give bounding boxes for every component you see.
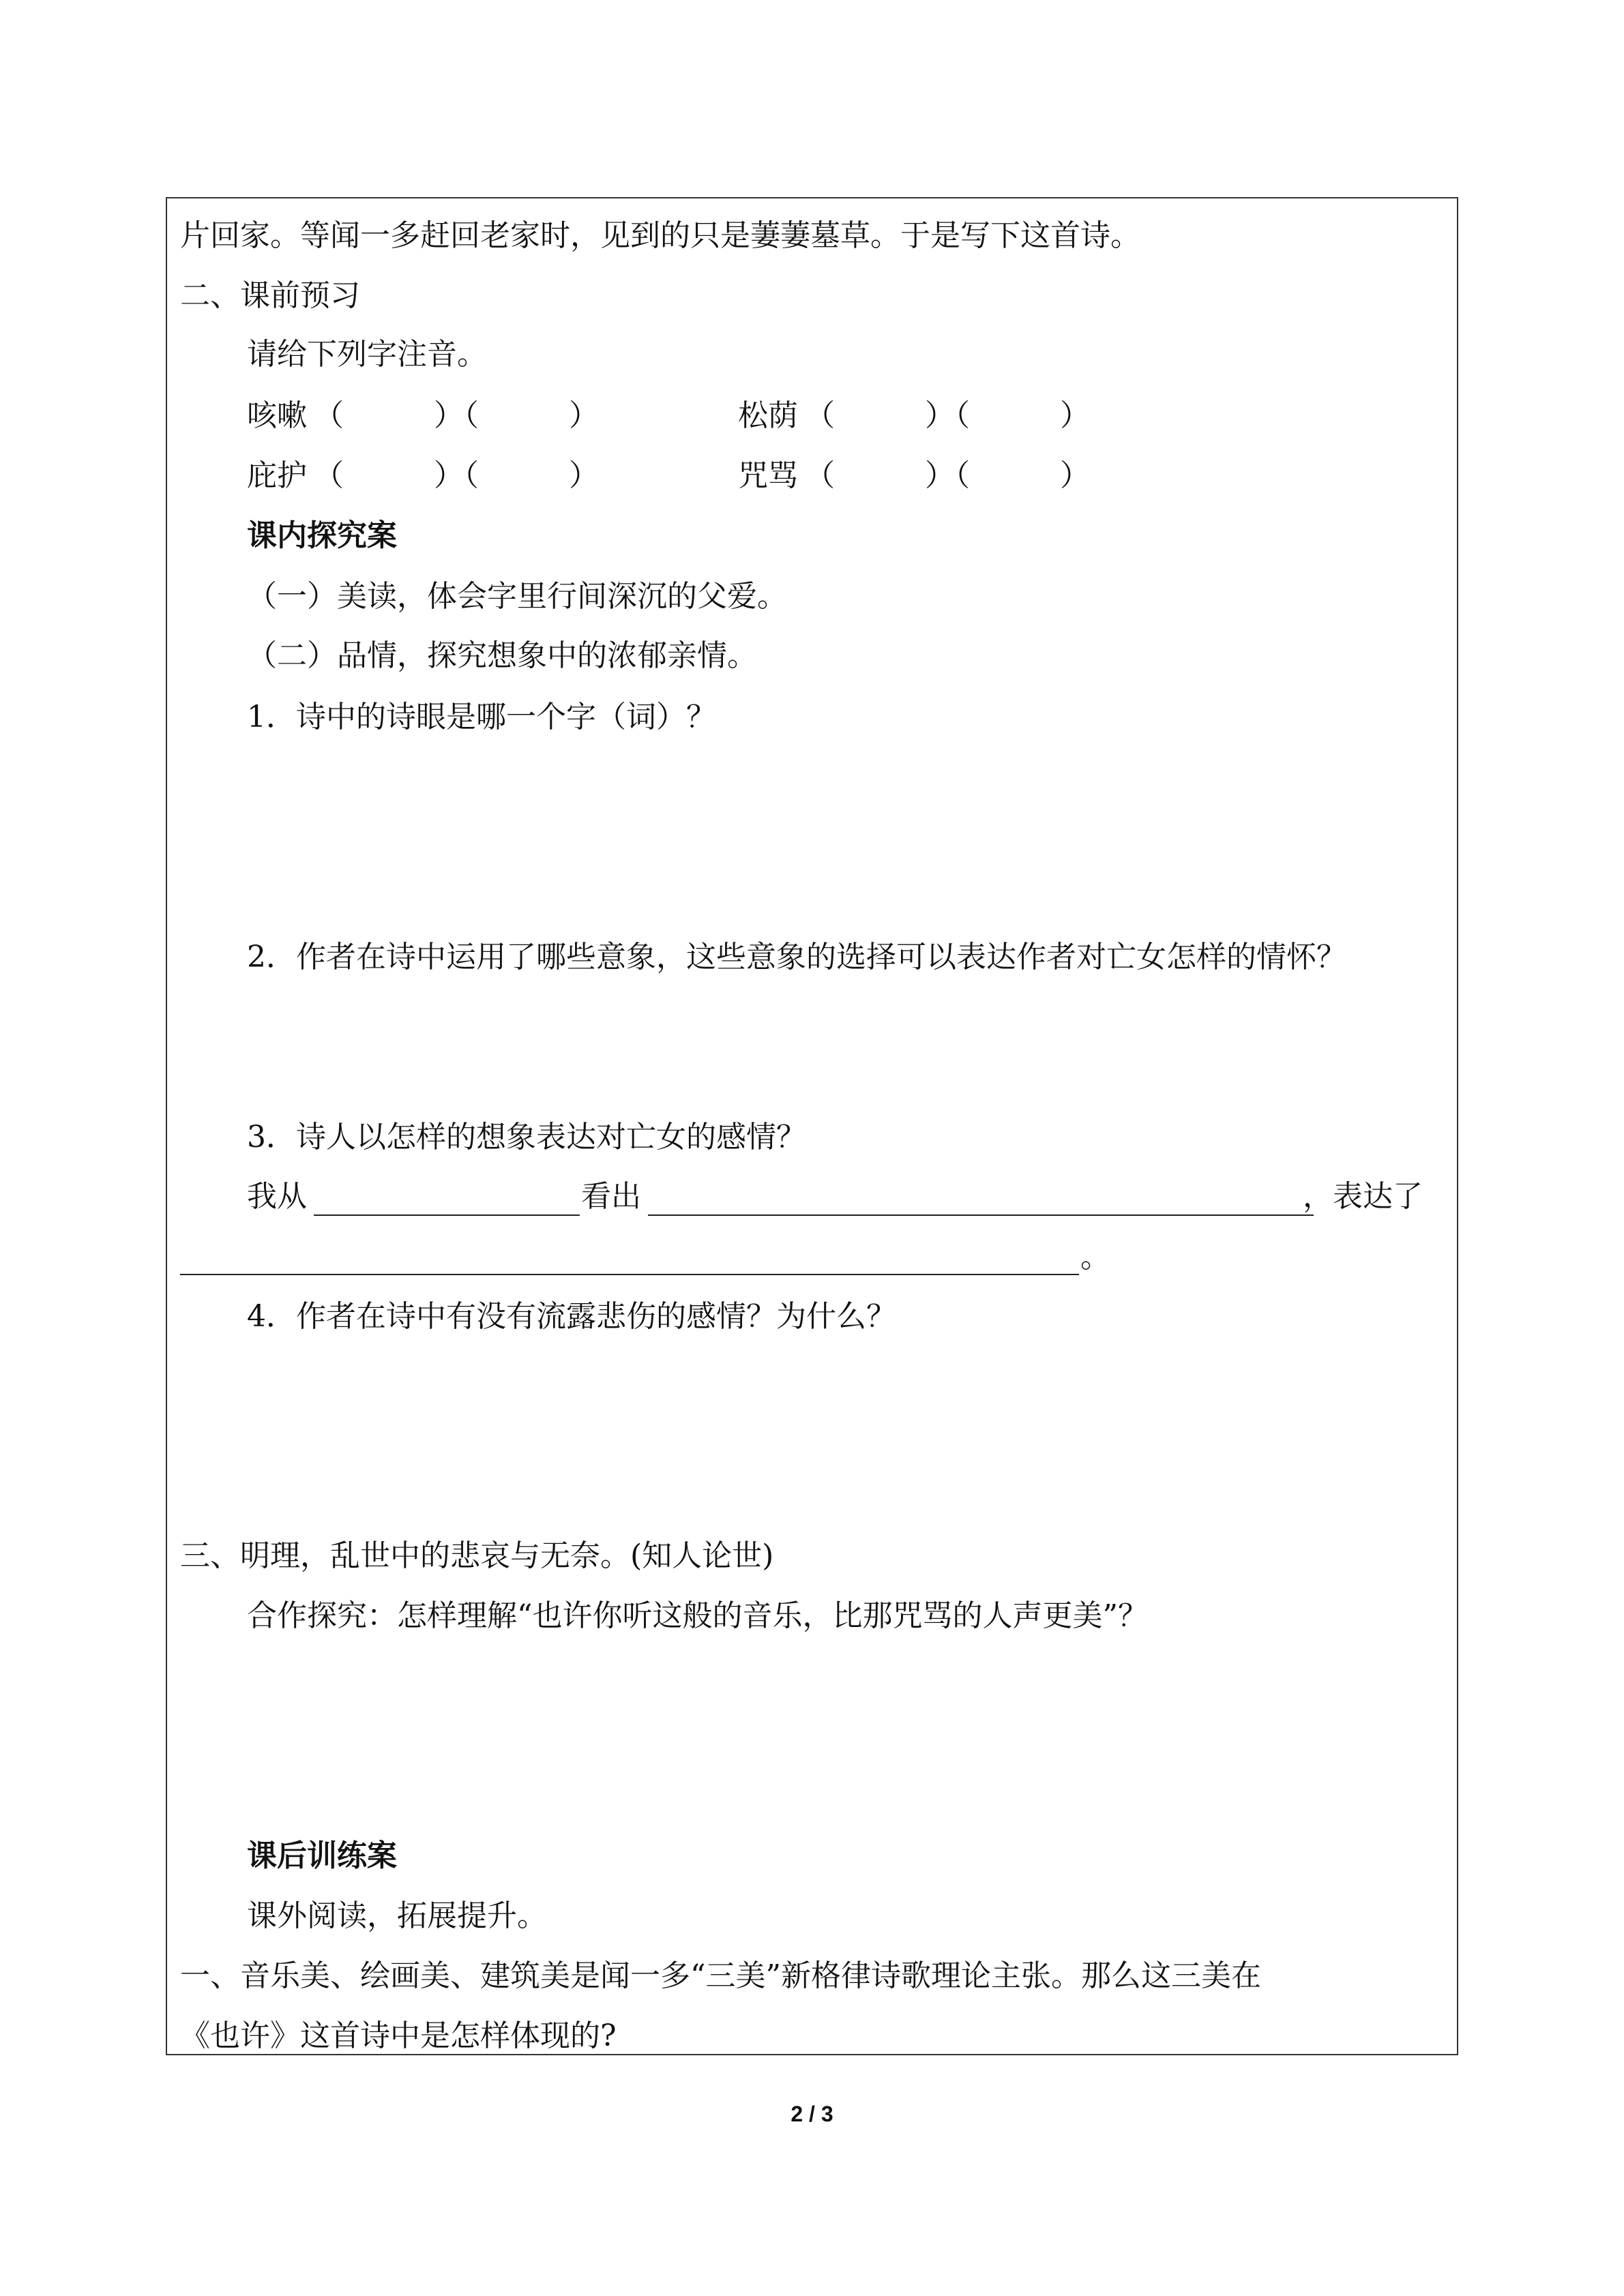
in-class-part1: （一）美读，体会字里行间深沉的父爱。 bbox=[247, 579, 787, 614]
pinyin-word-2: 松荫 bbox=[738, 398, 798, 433]
intro-tail-text: 片回家。等闻一多赶回老家时，见到的只是萋萋墓草。于是写下这首诗。 bbox=[180, 218, 1140, 253]
pinyin-slots-4: （ ）（ ） bbox=[805, 458, 1090, 493]
question-1: 1．诗中的诗眼是哪一个字（词）？ bbox=[247, 700, 716, 734]
fill-part-c: ，表达了 bbox=[1303, 1179, 1423, 1214]
question-4: 4．作者在诗中有没有流露悲伤的感情？为什么？ bbox=[247, 1299, 896, 1334]
in-class-part2: （二）品情，探究想象中的浓郁亲情。 bbox=[247, 638, 757, 673]
fill-end: 。 bbox=[1080, 1240, 1110, 1274]
section3-discussion: 合作探究：怎样理解“也许你听这般的音乐，比那咒骂的人声更美”？ bbox=[247, 1598, 1148, 1633]
section3-heading: 三、明理，乱世中的悲哀与无奈。(知人论世) bbox=[180, 1538, 774, 1573]
after-class-title: 课后训练案 bbox=[247, 1838, 397, 1873]
pinyin-word-4: 咒骂 bbox=[738, 458, 798, 493]
question-2: 2．作者在诗中运用了哪些意象，这些意象的选择可以表达作者对亡女怎样的情怀？ bbox=[247, 940, 1346, 974]
pinyin-word-3: 庇护 bbox=[247, 458, 307, 493]
fill-blank-1[interactable] bbox=[314, 1214, 580, 1216]
pinyin-slots-2: （ ）（ ） bbox=[805, 398, 1090, 433]
in-class-title: 课内探究案 bbox=[247, 518, 397, 553]
after-class-subtitle: 课外阅读，拓展提升。 bbox=[247, 1898, 547, 1933]
after-class-question-line2: 《也许》这首诗中是怎样体现的? bbox=[180, 2018, 617, 2053]
preview-instruction: 请给下列字注音。 bbox=[247, 337, 487, 372]
page-number: 2 / 3 bbox=[791, 2102, 833, 2126]
preview-heading: 二、课前预习 bbox=[180, 278, 360, 313]
fill-part-b: 看出 bbox=[581, 1179, 641, 1214]
fill-part-a: 我从 bbox=[247, 1179, 307, 1214]
fill-blank-2[interactable] bbox=[648, 1214, 1314, 1216]
pinyin-word-1: 咳嗽 bbox=[247, 398, 307, 433]
question-3: 3．诗人以怎样的想象表达对亡女的感情？ bbox=[247, 1120, 806, 1154]
after-class-question-line1: 一、音乐美、绘画美、建筑美是闻一多“三美”新格律诗歌理论主张。那么这三美在 bbox=[180, 1958, 1261, 1993]
pinyin-slots-3: （ ）（ ） bbox=[314, 458, 599, 493]
fill-blank-3[interactable] bbox=[180, 1274, 1079, 1275]
pinyin-slots-1: （ ）（ ） bbox=[314, 398, 599, 433]
